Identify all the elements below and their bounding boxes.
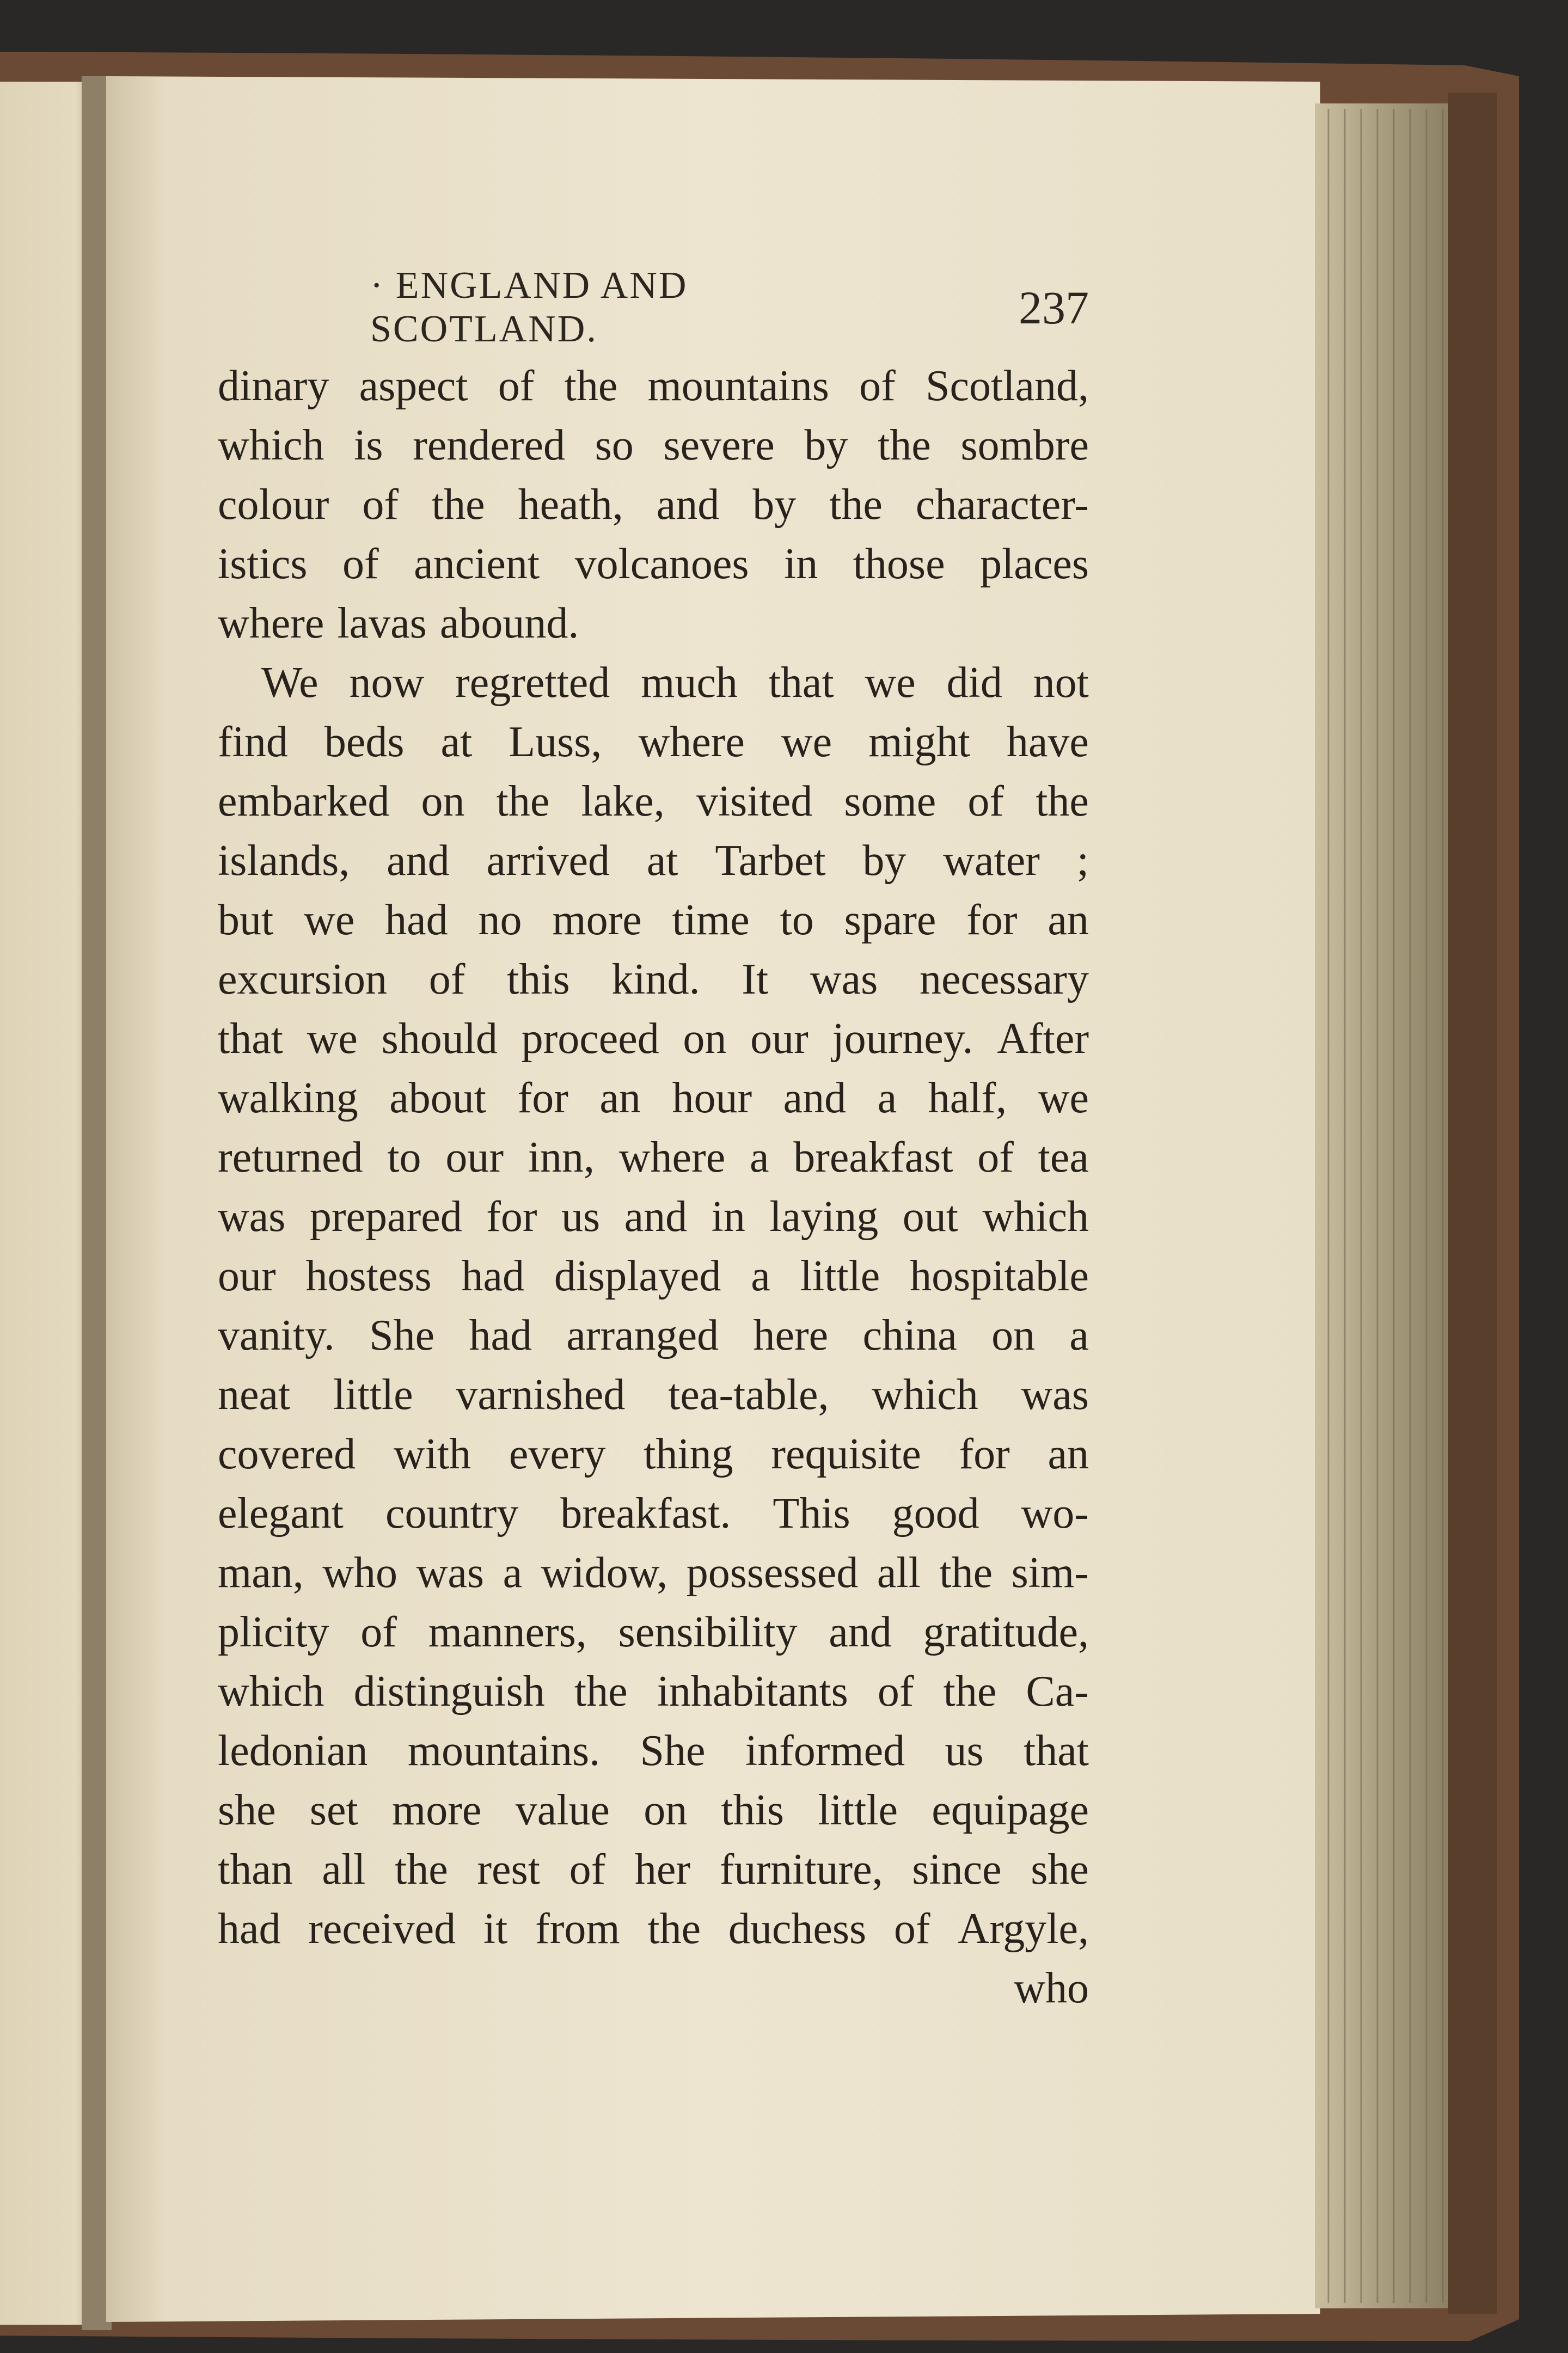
word: little — [818, 1786, 898, 1834]
word: on — [644, 1786, 688, 1834]
word: the — [829, 481, 883, 529]
word: places — [980, 540, 1089, 588]
word: gratitude, — [923, 1608, 1089, 1656]
word: abound. — [439, 599, 579, 647]
word: breakfast — [793, 1133, 953, 1181]
text-line — [218, 1009, 1089, 1069]
word: and — [829, 1608, 892, 1656]
word: had — [469, 1312, 532, 1359]
word: prepared — [309, 1193, 462, 1241]
word: Argyle, — [958, 1905, 1089, 1953]
text-line — [218, 1306, 1089, 1365]
word: for — [966, 896, 1018, 944]
word: where — [618, 1133, 726, 1181]
text-line — [218, 653, 1089, 713]
text-line — [218, 416, 1089, 475]
word: we — [865, 659, 916, 707]
word: much — [641, 659, 738, 707]
word: water — [943, 837, 1040, 885]
word: of — [498, 362, 535, 410]
word: our — [445, 1133, 504, 1181]
word: at — [440, 718, 473, 766]
word: here — [753, 1312, 829, 1359]
word: We — [261, 659, 318, 707]
word: every — [509, 1430, 606, 1478]
word: so — [595, 421, 634, 469]
word: our — [218, 1252, 276, 1300]
word: varnished — [456, 1371, 626, 1419]
word: from — [535, 1905, 620, 1953]
word: by — [804, 421, 848, 469]
word: by — [752, 481, 797, 529]
word: embarked — [218, 777, 390, 825]
word: the — [939, 1549, 993, 1597]
word: possessed — [686, 1549, 859, 1597]
word: all — [877, 1549, 921, 1597]
word: sensibility — [618, 1608, 798, 1656]
word: sombre — [960, 421, 1089, 469]
word: little — [333, 1371, 413, 1419]
word: value — [515, 1786, 610, 1834]
word: of — [877, 1668, 914, 1715]
word: of — [360, 1608, 397, 1656]
word: a — [749, 1133, 769, 1181]
word: It — [742, 955, 769, 1003]
word: the — [943, 1668, 997, 1715]
word: not — [1033, 659, 1089, 707]
word: received — [308, 1905, 456, 1953]
word: we — [307, 1015, 358, 1063]
word: might — [868, 718, 970, 766]
text-line — [218, 1840, 1089, 1899]
word: more — [392, 1786, 482, 1834]
word: excursion — [218, 955, 388, 1003]
word: and — [387, 837, 450, 885]
word: and — [656, 481, 720, 529]
text-line — [218, 1484, 1089, 1543]
word: tea — [1038, 1133, 1089, 1181]
word: furniture, — [719, 1846, 883, 1894]
page-edges — [1315, 103, 1451, 2308]
word: This — [773, 1490, 850, 1537]
text-line — [218, 475, 1089, 535]
text-line — [218, 594, 1089, 653]
word: was — [1021, 1371, 1089, 1419]
word: had — [461, 1252, 524, 1300]
word: about — [389, 1074, 487, 1122]
text-line — [218, 1187, 1089, 1247]
text-line — [218, 950, 1089, 1009]
word: informed — [745, 1727, 905, 1775]
word: this — [721, 1786, 785, 1834]
text-line — [218, 1425, 1089, 1484]
word: an — [599, 1074, 641, 1122]
text-line — [218, 1662, 1089, 1721]
word: now — [349, 659, 425, 707]
word: vanity. — [218, 1312, 335, 1359]
text-line — [218, 1603, 1089, 1662]
word: laying — [769, 1193, 879, 1241]
word: it — [483, 1905, 508, 1953]
word: inhabitants — [657, 1668, 848, 1715]
word: us — [561, 1193, 601, 1241]
word: and — [783, 1074, 847, 1122]
word: manners, — [428, 1608, 587, 1656]
word: a — [877, 1074, 897, 1122]
word: of — [967, 777, 1004, 825]
word: a — [751, 1252, 770, 1300]
word: Tarbet — [715, 837, 826, 885]
word: was — [218, 1193, 286, 1241]
word: did — [946, 659, 1002, 707]
word: on — [421, 777, 465, 825]
word: aspect — [359, 362, 468, 410]
word: colour — [218, 481, 329, 529]
word: beds — [324, 718, 405, 766]
word: was — [416, 1549, 485, 1597]
word: to — [780, 896, 814, 944]
word: regretted — [455, 659, 610, 707]
word: for — [959, 1430, 1010, 1478]
word: had — [385, 896, 448, 944]
word: visited — [696, 777, 813, 825]
word: plicity — [218, 1608, 329, 1656]
word: some — [844, 777, 936, 825]
word: ancient — [414, 540, 540, 588]
word: time — [672, 896, 750, 944]
word: a — [1069, 1312, 1089, 1359]
word: of — [428, 955, 465, 1003]
word: we — [304, 896, 355, 944]
word: a — [503, 1549, 523, 1597]
word: lake, — [581, 777, 665, 825]
word: all — [322, 1846, 366, 1894]
text-line — [218, 1543, 1089, 1603]
word: us — [945, 1727, 984, 1775]
word: character- — [915, 481, 1089, 529]
word: should — [381, 1015, 498, 1063]
word: which — [218, 1668, 324, 1715]
word: breakfast. — [560, 1490, 731, 1537]
text-line — [218, 1365, 1089, 1425]
word: where — [638, 718, 745, 766]
word: her — [634, 1846, 691, 1894]
word: requisite — [771, 1430, 921, 1478]
word: of — [977, 1133, 1014, 1181]
word: in — [783, 540, 818, 588]
word: china — [862, 1312, 957, 1359]
text-line — [218, 535, 1089, 594]
word: at — [646, 837, 678, 885]
text-line — [218, 1247, 1089, 1306]
word: is — [354, 421, 383, 469]
text-line — [218, 1959, 1089, 2018]
word: that — [218, 1015, 283, 1063]
word: hostess — [305, 1252, 432, 1300]
word: for — [517, 1074, 568, 1122]
word: which — [872, 1371, 978, 1419]
text-line — [218, 1721, 1089, 1781]
word: covered — [218, 1430, 356, 1478]
word: our — [750, 1015, 808, 1063]
word: an — [1048, 896, 1089, 944]
word: the — [647, 1905, 701, 1953]
word: duchess — [728, 1905, 867, 1953]
word: the — [1036, 777, 1089, 825]
word: than — [218, 1846, 293, 1894]
word: elegant — [218, 1490, 344, 1537]
word: more — [552, 896, 642, 944]
word: those — [853, 540, 945, 588]
word: hospitable — [910, 1252, 1089, 1300]
word: for — [486, 1193, 537, 1241]
word: widow, — [541, 1549, 668, 1597]
word: She — [369, 1312, 435, 1359]
word: spare — [844, 896, 936, 944]
word: Scotland, — [926, 362, 1089, 410]
word: we — [781, 718, 832, 766]
word: equipage — [932, 1786, 1089, 1834]
word: the — [878, 421, 931, 469]
word: have — [1006, 718, 1089, 766]
word: displayed — [554, 1252, 721, 1300]
word: kind. — [611, 955, 700, 1003]
word: to — [387, 1133, 421, 1181]
word: the — [496, 777, 550, 825]
word: find — [218, 718, 288, 766]
word: who — [322, 1549, 398, 1597]
word: by — [862, 837, 906, 885]
word: journey. — [832, 1015, 973, 1063]
word: tea-table, — [668, 1371, 829, 1419]
text-line — [218, 891, 1089, 950]
word: no — [478, 896, 522, 944]
left-page — [0, 82, 95, 2325]
word: with — [393, 1430, 471, 1478]
word: that — [1023, 1727, 1089, 1775]
word: and — [624, 1193, 688, 1241]
text-line — [218, 772, 1089, 831]
word: necessary — [920, 955, 1089, 1003]
word: rendered — [413, 421, 565, 469]
word: sim- — [1011, 1549, 1089, 1597]
word: ledonian — [218, 1727, 368, 1775]
word: distinguish — [353, 1668, 545, 1715]
word: which — [218, 421, 324, 469]
word: arranged — [566, 1312, 719, 1359]
word: the — [564, 362, 618, 410]
word: arrived — [486, 837, 610, 885]
cover-edge — [1448, 93, 1497, 2314]
word: this — [507, 955, 570, 1003]
word: neat — [218, 1371, 291, 1419]
word: of — [362, 481, 399, 529]
word: little — [800, 1252, 880, 1300]
word: an — [1048, 1430, 1089, 1478]
word: of — [569, 1846, 606, 1894]
word: Ca- — [1026, 1668, 1089, 1715]
word: lavas — [337, 599, 427, 647]
word: good — [892, 1490, 979, 1537]
page-number: 237 — [1019, 281, 1089, 334]
word: returned — [218, 1133, 363, 1181]
word: islands, — [218, 837, 350, 885]
text-line — [218, 1069, 1089, 1128]
word: After — [997, 1015, 1089, 1063]
word: walking — [218, 1074, 358, 1122]
word: hour — [672, 1074, 752, 1122]
word: on — [991, 1312, 1036, 1359]
word: severe — [663, 421, 775, 469]
word: she — [1031, 1846, 1089, 1894]
text-line — [218, 713, 1089, 772]
word: since — [912, 1846, 1002, 1894]
word: of — [893, 1905, 930, 1953]
word: of — [859, 362, 896, 410]
word: in — [711, 1193, 745, 1241]
word: of — [342, 540, 379, 588]
word: rest — [477, 1846, 540, 1894]
word: but — [218, 896, 274, 944]
word: man, — [218, 1549, 304, 1597]
running-head: · ENGLAND AND SCOTLAND. — [370, 265, 688, 350]
word: who — [1014, 1964, 1089, 2012]
word: was — [810, 955, 878, 1003]
word: which — [982, 1193, 1089, 1241]
word: volcanoes — [574, 540, 749, 588]
word: She — [640, 1727, 706, 1775]
word: half, — [928, 1074, 1007, 1122]
word: thing — [644, 1430, 733, 1478]
word: the — [574, 1668, 628, 1715]
word: on — [683, 1015, 727, 1063]
word: had — [218, 1905, 281, 1953]
body-text — [218, 357, 1089, 2018]
text-line — [218, 1128, 1089, 1187]
word: ; — [1076, 837, 1089, 885]
word: heath, — [518, 481, 623, 529]
text-line — [218, 357, 1089, 416]
word: istics — [218, 540, 308, 588]
word: the — [395, 1846, 448, 1894]
word: mountains. — [407, 1727, 601, 1775]
word: inn, — [528, 1133, 595, 1181]
word: wo- — [1021, 1490, 1089, 1537]
word: dinary — [218, 362, 329, 410]
word: out — [902, 1193, 958, 1241]
text-line — [218, 831, 1089, 891]
word: proceed — [521, 1015, 659, 1063]
word: that — [768, 659, 834, 707]
word: she — [218, 1786, 276, 1834]
word: mountains — [647, 362, 829, 410]
word: Luss, — [509, 718, 602, 766]
word: the — [431, 481, 485, 529]
word: country — [385, 1490, 519, 1537]
text-line — [218, 1781, 1089, 1840]
word: where — [218, 599, 324, 647]
word: set — [309, 1786, 358, 1834]
text-line — [218, 1899, 1089, 1959]
word: we — [1038, 1074, 1089, 1122]
